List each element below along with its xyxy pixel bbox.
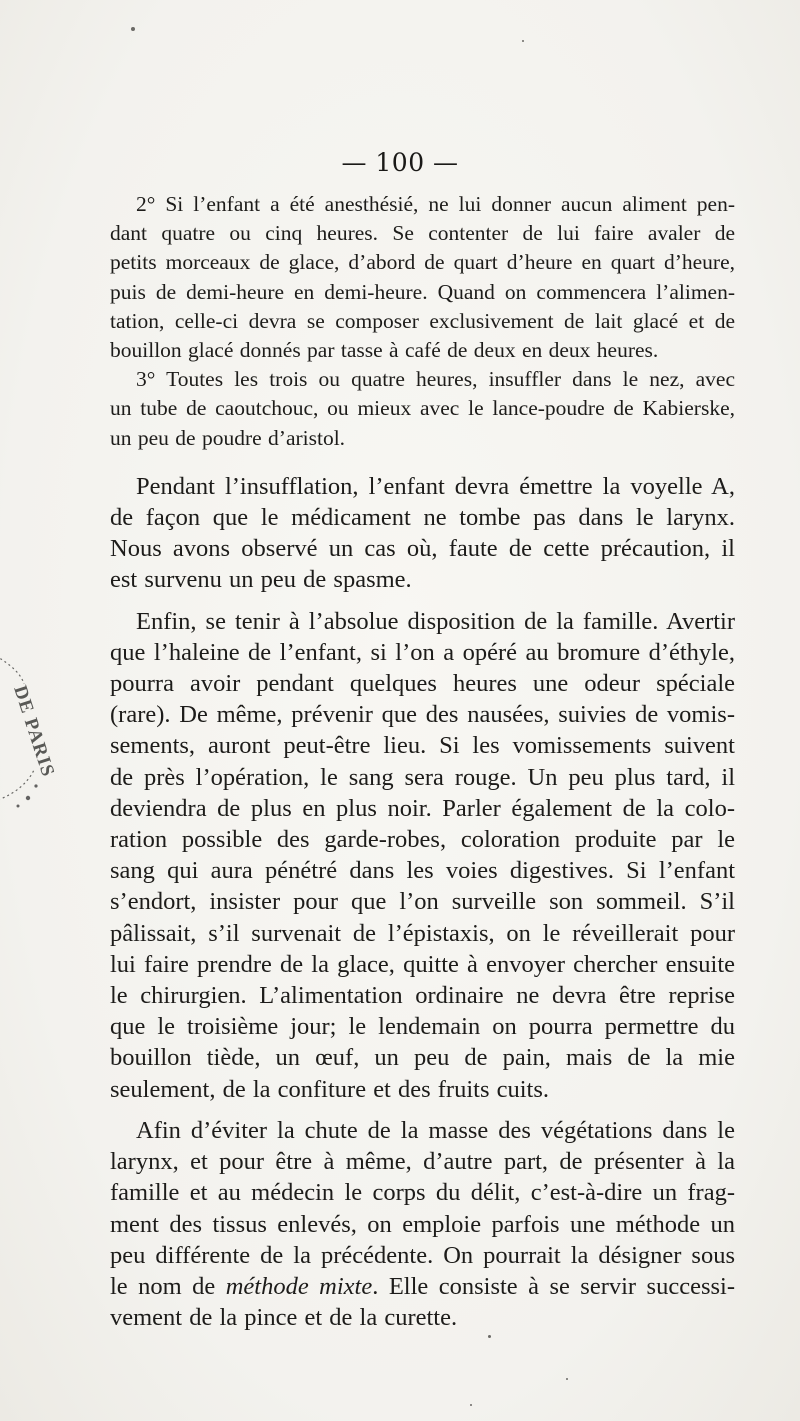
text-line: Afin d’éviter la chute de la masse des végétations dans le	[136, 1116, 735, 1144]
text-line: ment des tissus enlevés, on emploie parfois une méthode un	[110, 1210, 735, 1238]
text-line: bouillon glacé donnés par tasse à café de deux en deux heures.	[110, 338, 659, 363]
text-line: ration possible des garde-robes, coloration produite par le	[110, 826, 735, 854]
text-line: 3° Toutes les trois ou quatre heures, insuffler dans le nez, avec	[136, 367, 735, 392]
paragraph-4	[110, 606, 735, 1105]
text-line: deviendra de plus en plus noir. Parler également de la colo-	[110, 794, 735, 822]
text-line: pâlissait, s’il survenait de l’épistaxis, on le réveillerait pour	[110, 919, 735, 947]
text-line: petits morceaux de glace, d’abord de quart d’heure en quart d’heure,	[110, 250, 735, 275]
text-line: pourra avoir pendant quelques heures une odeur spéciale	[110, 670, 735, 698]
text-line: un tube de caoutchouc, ou mieux avec le lance-poudre de Kabierske,	[110, 396, 735, 421]
text-line: Pendant l’insufflation, l’enfant devra émettre la voyelle A,	[136, 472, 735, 500]
paragraph-5	[110, 1115, 735, 1333]
text-line: seulement, de la confiture et des fruits cuits.	[110, 1075, 550, 1103]
text-line: tation, celle-ci devra se composer exclusivement de lait glacé et de	[110, 308, 735, 333]
text-line: famille et au médecin le corps du délit, c’est-à-dire un frag-	[110, 1179, 735, 1207]
text-line: (rare). De même, prévenir que des nausées, suivies de vomis-	[110, 701, 735, 729]
text-line: sang qui aura pénétré dans les voies digestives. Si l’enfant	[110, 857, 735, 885]
text-line: s’endort, insister pour que l’on surveille son sommeil. S’il	[110, 888, 735, 916]
paragraph-3	[110, 471, 735, 596]
text-line: 2° Si l’enfant a été anesthésié, ne lui donner aucun aliment pen-	[136, 192, 735, 216]
library-stamp	[0, 650, 59, 815]
text-line: bouillon tiède, un œuf, un peu de pain, mais de la mie	[110, 1044, 735, 1072]
text-line: que le troisième jour; le lendemain on pourra permettre du	[110, 1013, 735, 1041]
text-line: le nom de méthode mixte. Elle consiste à se servir successi-	[110, 1272, 735, 1300]
text-line: Nous avons observé un cas où, faute de cette précaution, il	[110, 535, 735, 563]
text-line: sements, auront peut-être lieu. Si les vomissements suivent	[110, 732, 735, 760]
text-line: de façon que le médicament ne tombe pas dans le larynx.	[110, 504, 735, 532]
text-line: de près l’opération, le sang sera rouge. Un peu plus tard, il	[110, 763, 735, 791]
paragraph-1	[110, 190, 735, 365]
paragraph-2	[110, 365, 735, 453]
text-line: dant quatre ou cinq heures. Se contenter de lui faire avaler de	[110, 221, 735, 246]
text-line: Enfin, se tenir à l’absolue disposition de la famille. Avertir	[136, 607, 735, 635]
text-line: larynx, et pour être à même, d’autre part, de présenter à la	[110, 1148, 735, 1176]
text-line: peu différente de la précédente. On pourrait la désigner sous	[110, 1241, 735, 1269]
body-text	[110, 190, 735, 1333]
text-line: est survenu un peu de spasme.	[110, 566, 412, 594]
text-line: vement de la pince et de la curette.	[110, 1304, 458, 1332]
text-line: lui faire prendre de la glace, quitte à envoyer chercher ensuite	[110, 950, 735, 978]
stamp-text: DE PARIS	[9, 683, 59, 780]
text-line: que l’haleine de l’enfant, si l’on a opéré au bromure d’éthyle,	[110, 638, 735, 666]
italic-term: méthode mixte	[225, 1272, 373, 1300]
text-line: un peu de poudre d’aristol.	[110, 425, 346, 450]
text-line: le chirurgien. L’alimentation ordinaire ne devra être reprise	[110, 982, 735, 1010]
page-number: — 100 —	[341, 148, 459, 177]
text-line: puis de demi-heure en demi-heure. Quand on commencera l’alimen-	[110, 279, 735, 304]
